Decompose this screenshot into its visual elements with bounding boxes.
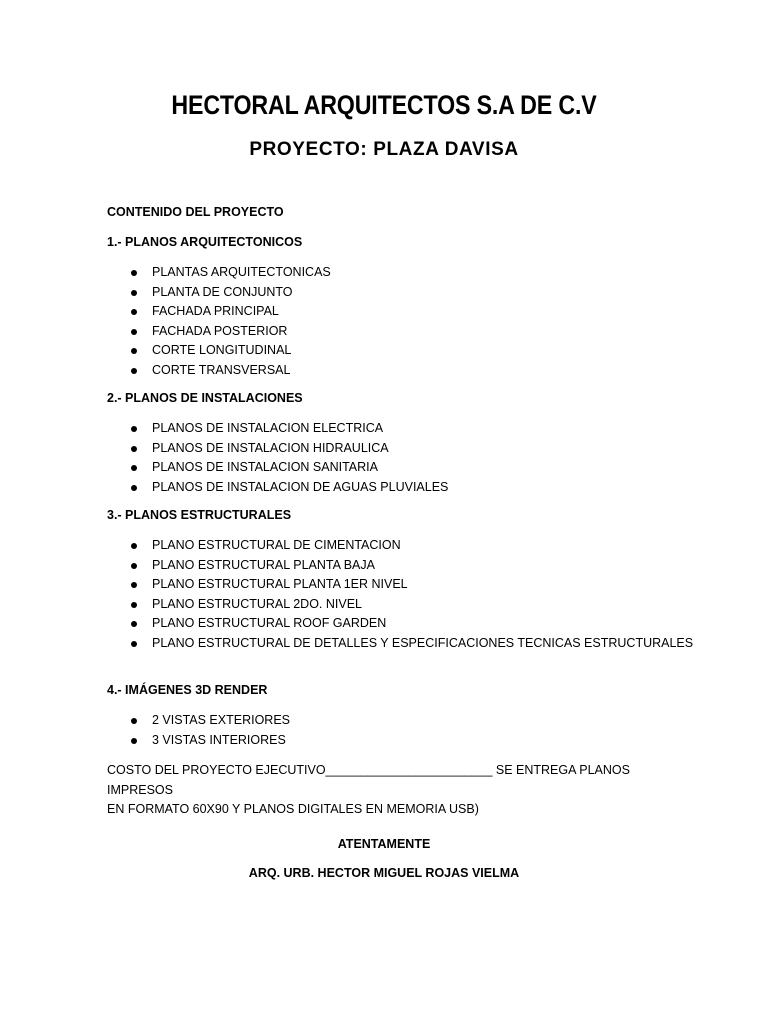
cost-line-2: EN FORMATO 60X90 Y PLANOS DIGITALES EN MEMORIA USB) xyxy=(107,802,479,816)
list-item: FACHADA PRINCIPAL xyxy=(107,302,331,322)
list-item: 2 VISTAS EXTERIORES xyxy=(107,711,290,731)
list-item: CORTE TRANSVERSAL xyxy=(107,361,331,381)
project-title: PROYECTO: PLAZA DAVISA xyxy=(249,139,519,160)
list-item: PLANOS DE INSTALACION ELECTRICA xyxy=(107,419,448,439)
list-item: PLANOS DE INSTALACION SANITARIA xyxy=(107,458,448,478)
section-1-title: 1.- PLANOS ARQUITECTONICOS xyxy=(107,235,303,249)
content-heading: CONTENIDO DEL PROYECTO xyxy=(107,205,284,219)
section-2-title: 2.- PLANOS DE INSTALACIONES xyxy=(107,391,303,405)
section-4-title: 4.- IMÁGENES 3D RENDER xyxy=(107,683,268,697)
section-4-list xyxy=(107,711,290,750)
cost-line-1: COSTO DEL PROYECTO EJECUTIVO________________________ SE ENTREGA PLANOS IMPRESOS xyxy=(107,763,630,797)
cost-paragraph xyxy=(107,761,667,820)
list-item: PLANO ESTRUCTURAL PLANTA 1ER NIVEL xyxy=(107,575,693,595)
list-item: PLANOS DE INSTALACION HIDRAULICA xyxy=(107,439,448,459)
list-item: PLANTAS ARQUITECTONICAS xyxy=(107,263,331,283)
list-item: PLANO ESTRUCTURAL PLANTA BAJA xyxy=(107,556,693,576)
list-item: FACHADA POSTERIOR xyxy=(107,322,331,342)
section-1-list xyxy=(107,263,331,380)
signer-name: ARQ. URB. HECTOR MIGUEL ROJAS VIELMA xyxy=(248,866,520,880)
list-item: PLANTA DE CONJUNTO xyxy=(107,283,331,303)
company-title: HECTORAL ARQUITECTOS S.A DE C.V xyxy=(171,90,597,120)
list-item: PLANO ESTRUCTURAL DE DETALLES Y ESPECIFICACIONES TECNICAS ESTRUCTURALES xyxy=(107,634,693,654)
list-item: 3 VISTAS INTERIORES xyxy=(107,731,290,751)
section-3-title: 3.- PLANOS ESTRUCTURALES xyxy=(107,508,292,522)
section-3-list xyxy=(107,536,693,653)
list-item: PLANO ESTRUCTURAL ROOF GARDEN xyxy=(107,614,693,634)
section-2-list xyxy=(107,419,448,497)
list-item: CORTE LONGITUDINAL xyxy=(107,341,331,361)
list-item: PLANO ESTRUCTURAL 2DO. NIVEL xyxy=(107,595,693,615)
closing-text: ATENTAMENTE xyxy=(337,837,431,851)
list-item: PLANO ESTRUCTURAL DE CIMENTACION xyxy=(107,536,693,556)
list-item: PLANOS DE INSTALACION DE AGUAS PLUVIALES xyxy=(107,478,448,498)
